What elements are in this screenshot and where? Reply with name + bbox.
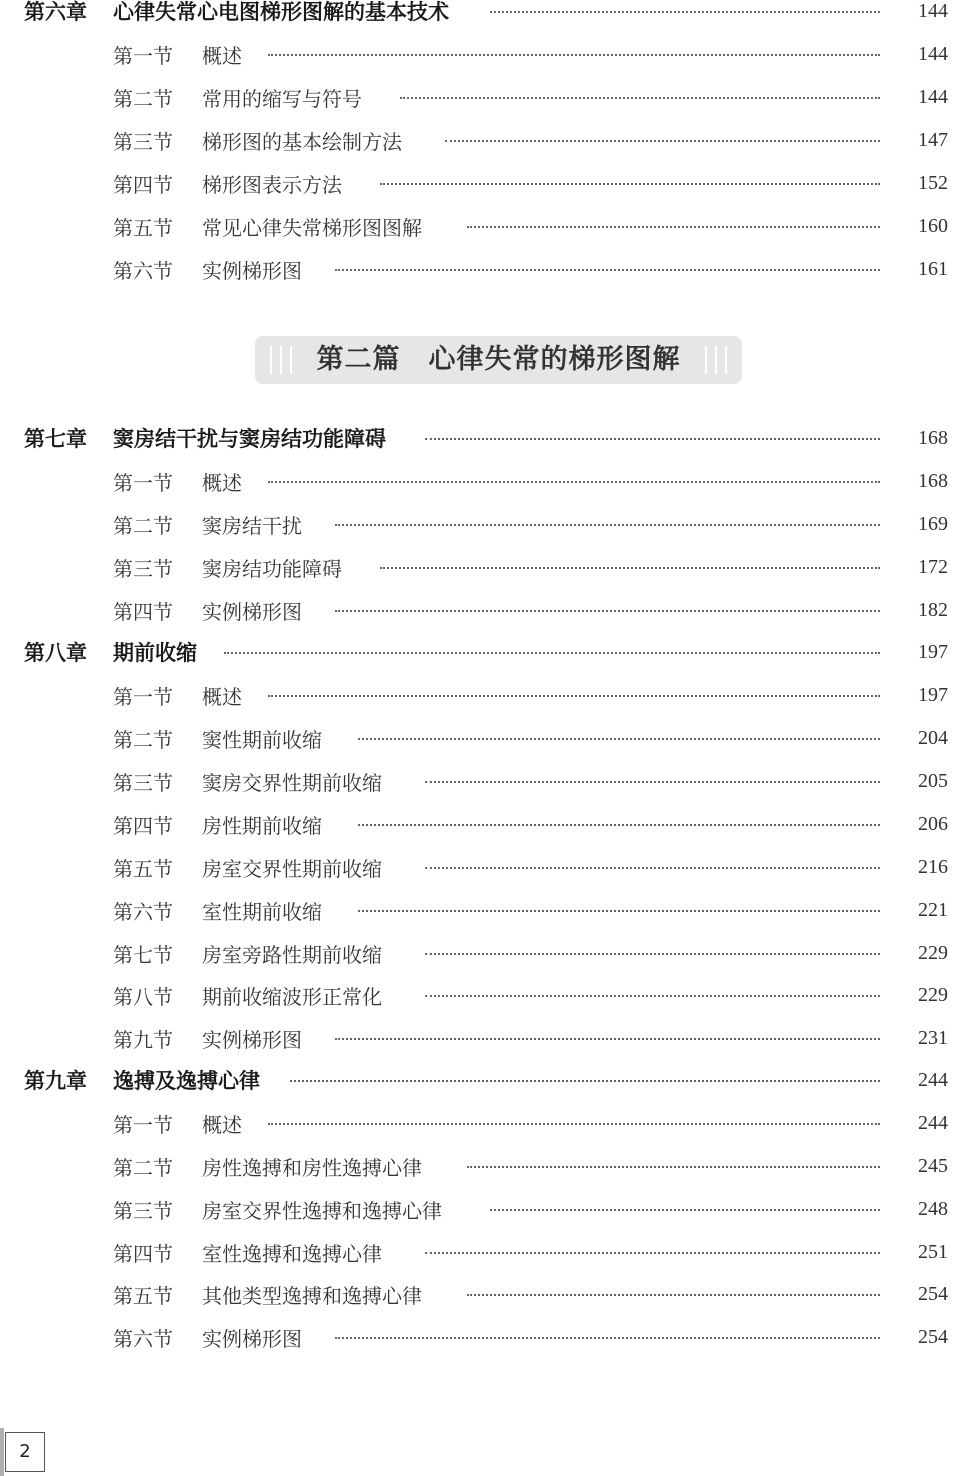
section-title: 实例梯形图 bbox=[202, 1027, 302, 1052]
toc-section[interactable] bbox=[0, 847, 960, 887]
toc-section[interactable] bbox=[0, 1189, 960, 1229]
page-number: 197 bbox=[918, 683, 948, 706]
toc-section[interactable] bbox=[0, 34, 960, 74]
dot-leader bbox=[490, 11, 880, 13]
section-title: 梯形图的基本绘制方法 bbox=[202, 129, 402, 154]
page-number: 144 bbox=[918, 42, 948, 65]
dot-leader bbox=[467, 226, 880, 228]
page-number: 231 bbox=[918, 1026, 948, 1049]
toc-chapter-7[interactable] bbox=[0, 418, 960, 458]
page-number: 197 bbox=[918, 640, 948, 663]
section-number: 第三节 bbox=[113, 770, 173, 795]
toc-section[interactable] bbox=[0, 1274, 960, 1314]
page-number: 216 bbox=[918, 855, 948, 878]
toc-chapter-9[interactable] bbox=[0, 1060, 960, 1100]
page-number: 205 bbox=[918, 769, 948, 792]
toc-section[interactable] bbox=[0, 206, 960, 246]
page-number: 144 bbox=[918, 85, 948, 108]
dot-leader bbox=[335, 269, 880, 271]
toc-section[interactable] bbox=[0, 933, 960, 973]
section-number: 第七节 bbox=[113, 942, 173, 967]
section-number: 第九节 bbox=[113, 1027, 173, 1052]
page-number: 244 bbox=[918, 1111, 948, 1134]
section-number: 第一节 bbox=[113, 684, 173, 709]
page-number: 229 bbox=[918, 941, 948, 964]
toc-section[interactable] bbox=[0, 718, 960, 758]
dot-leader bbox=[335, 610, 880, 612]
dot-leader bbox=[290, 1080, 880, 1082]
toc-section[interactable] bbox=[0, 890, 960, 930]
section-title: 房性期前收缩 bbox=[202, 813, 322, 838]
page-number: 251 bbox=[918, 1240, 948, 1263]
section-number: 第三节 bbox=[113, 556, 173, 581]
toc-section[interactable] bbox=[0, 1018, 960, 1058]
section-number: 第六节 bbox=[113, 1326, 173, 1351]
section-title: 房室交界性期前收缩 bbox=[202, 856, 382, 881]
dot-leader bbox=[445, 140, 880, 142]
section-number: 第四节 bbox=[113, 172, 173, 197]
section-number: 第一节 bbox=[113, 470, 173, 495]
toc-section[interactable] bbox=[0, 675, 960, 715]
toc-section[interactable] bbox=[0, 1146, 960, 1186]
dot-leader bbox=[335, 524, 880, 526]
toc-section[interactable] bbox=[0, 975, 960, 1015]
dot-leader bbox=[425, 1252, 880, 1254]
dot-leader bbox=[268, 54, 880, 56]
section-number: 第五节 bbox=[113, 1283, 173, 1308]
dot-leader bbox=[490, 1209, 880, 1211]
section-number: 第五节 bbox=[113, 215, 173, 240]
section-number: 第二节 bbox=[113, 86, 173, 111]
page-edge-mark bbox=[0, 1428, 4, 1476]
toc-section[interactable] bbox=[0, 163, 960, 203]
toc-section[interactable] bbox=[0, 504, 960, 544]
page-number: 254 bbox=[918, 1282, 948, 1305]
dot-leader bbox=[358, 738, 880, 740]
section-number: 第一节 bbox=[113, 1112, 173, 1137]
section-title: 室性期前收缩 bbox=[202, 899, 322, 924]
section-number: 第四节 bbox=[113, 599, 173, 624]
section-title: 房性逸搏和房性逸搏心律 bbox=[202, 1155, 422, 1180]
toc-section[interactable] bbox=[0, 1232, 960, 1272]
chapter-title: 心律失常心电图梯形图解的基本技术 bbox=[113, 0, 449, 24]
toc-chapter-6[interactable] bbox=[0, 0, 960, 31]
toc-section[interactable] bbox=[0, 1103, 960, 1143]
chapter-number: 第九章 bbox=[24, 1068, 87, 1093]
part-title: 第二篇 心律失常的梯形图解 bbox=[316, 344, 681, 375]
page-number: 161 bbox=[918, 257, 948, 280]
section-number: 第五节 bbox=[113, 856, 173, 881]
section-title: 室性逸搏和逸搏心律 bbox=[202, 1241, 382, 1266]
dot-leader bbox=[268, 695, 880, 697]
section-number: 第四节 bbox=[113, 1241, 173, 1266]
section-title: 窦房交界性期前收缩 bbox=[202, 770, 382, 795]
dot-leader bbox=[380, 183, 880, 185]
dot-leader bbox=[467, 1166, 880, 1168]
section-number: 第三节 bbox=[113, 1198, 173, 1223]
dot-leader bbox=[467, 1294, 880, 1296]
dot-leader bbox=[400, 97, 880, 99]
page-number: 144 bbox=[918, 0, 948, 22]
page-number: 244 bbox=[918, 1068, 948, 1091]
chapter-title: 逸搏及逸搏心律 bbox=[113, 1068, 260, 1093]
section-title: 概述 bbox=[202, 470, 242, 495]
toc-section[interactable] bbox=[0, 547, 960, 587]
dot-leader bbox=[335, 1038, 880, 1040]
page-number: 221 bbox=[918, 898, 948, 921]
toc-section[interactable] bbox=[0, 1317, 960, 1357]
dot-leader bbox=[268, 1123, 880, 1125]
section-title: 实例梯形图 bbox=[202, 258, 302, 283]
section-title: 期前收缩波形正常化 bbox=[202, 984, 382, 1009]
section-number: 第二节 bbox=[113, 727, 173, 752]
section-number: 第六节 bbox=[113, 899, 173, 924]
dot-leader bbox=[425, 953, 880, 955]
section-number: 第八节 bbox=[113, 984, 173, 1009]
dot-leader bbox=[358, 910, 880, 912]
section-title: 概述 bbox=[202, 684, 242, 709]
section-number: 第二节 bbox=[113, 513, 173, 538]
dot-leader bbox=[224, 652, 880, 654]
page-number: 254 bbox=[918, 1325, 948, 1348]
toc-section[interactable] bbox=[0, 249, 960, 289]
page-number: 245 bbox=[918, 1154, 948, 1177]
page-number: 169 bbox=[918, 512, 948, 535]
section-title: 常用的缩写与符号 bbox=[202, 86, 362, 111]
toc-section[interactable] bbox=[0, 77, 960, 117]
page-number: 147 bbox=[918, 128, 948, 151]
section-title: 概述 bbox=[202, 43, 242, 68]
toc-chapter-8[interactable] bbox=[0, 632, 960, 672]
section-number: 第一节 bbox=[113, 43, 173, 68]
chapter-title: 窦房结干扰与窦房结功能障碍 bbox=[113, 426, 386, 451]
chapter-number: 第六章 bbox=[24, 0, 87, 24]
section-number: 第四节 bbox=[113, 813, 173, 838]
dot-leader bbox=[335, 1337, 880, 1339]
chapter-number: 第七章 bbox=[24, 426, 87, 451]
section-title: 窦房结功能障碍 bbox=[202, 556, 342, 581]
page-number: 248 bbox=[918, 1197, 948, 1220]
section-number: 第六节 bbox=[113, 258, 173, 283]
toc-section[interactable] bbox=[0, 804, 960, 844]
toc-section[interactable] bbox=[0, 590, 960, 630]
page-number: 168 bbox=[918, 469, 948, 492]
dot-leader bbox=[358, 824, 880, 826]
section-title: 常见心律失常梯形图图解 bbox=[202, 215, 422, 240]
page-number: 160 bbox=[918, 214, 948, 237]
toc-section[interactable] bbox=[0, 461, 960, 501]
dot-leader bbox=[268, 481, 880, 483]
toc-section[interactable] bbox=[0, 120, 960, 160]
footer-page-number: 2 bbox=[5, 1432, 45, 1472]
section-number: 第三节 bbox=[113, 129, 173, 154]
banner-decoration-right bbox=[705, 346, 727, 374]
section-title: 房室交界性逸搏和逸搏心律 bbox=[202, 1198, 442, 1223]
dot-leader bbox=[425, 781, 880, 783]
part-banner bbox=[255, 336, 742, 384]
page-number: 152 bbox=[918, 171, 948, 194]
section-title: 房室旁路性期前收缩 bbox=[202, 942, 382, 967]
dot-leader bbox=[425, 995, 880, 997]
section-title: 实例梯形图 bbox=[202, 1326, 302, 1351]
page-number: 206 bbox=[918, 812, 948, 835]
section-title: 其他类型逸搏和逸搏心律 bbox=[202, 1283, 422, 1308]
page-number: 172 bbox=[918, 555, 948, 578]
section-title: 窦房结干扰 bbox=[202, 513, 302, 538]
dot-leader bbox=[380, 567, 880, 569]
chapter-title: 期前收缩 bbox=[113, 640, 197, 665]
toc-section[interactable] bbox=[0, 761, 960, 801]
chapter-number: 第八章 bbox=[24, 640, 87, 665]
section-number: 第二节 bbox=[113, 1155, 173, 1180]
dot-leader bbox=[425, 867, 880, 869]
section-title: 实例梯形图 bbox=[202, 599, 302, 624]
page-number: 182 bbox=[918, 598, 948, 621]
section-title: 窦性期前收缩 bbox=[202, 727, 322, 752]
page-number: 229 bbox=[918, 983, 948, 1006]
dot-leader bbox=[425, 438, 880, 440]
page-number: 168 bbox=[918, 426, 948, 449]
section-title: 梯形图表示方法 bbox=[202, 172, 342, 197]
page-number: 204 bbox=[918, 726, 948, 749]
section-title: 概述 bbox=[202, 1112, 242, 1137]
